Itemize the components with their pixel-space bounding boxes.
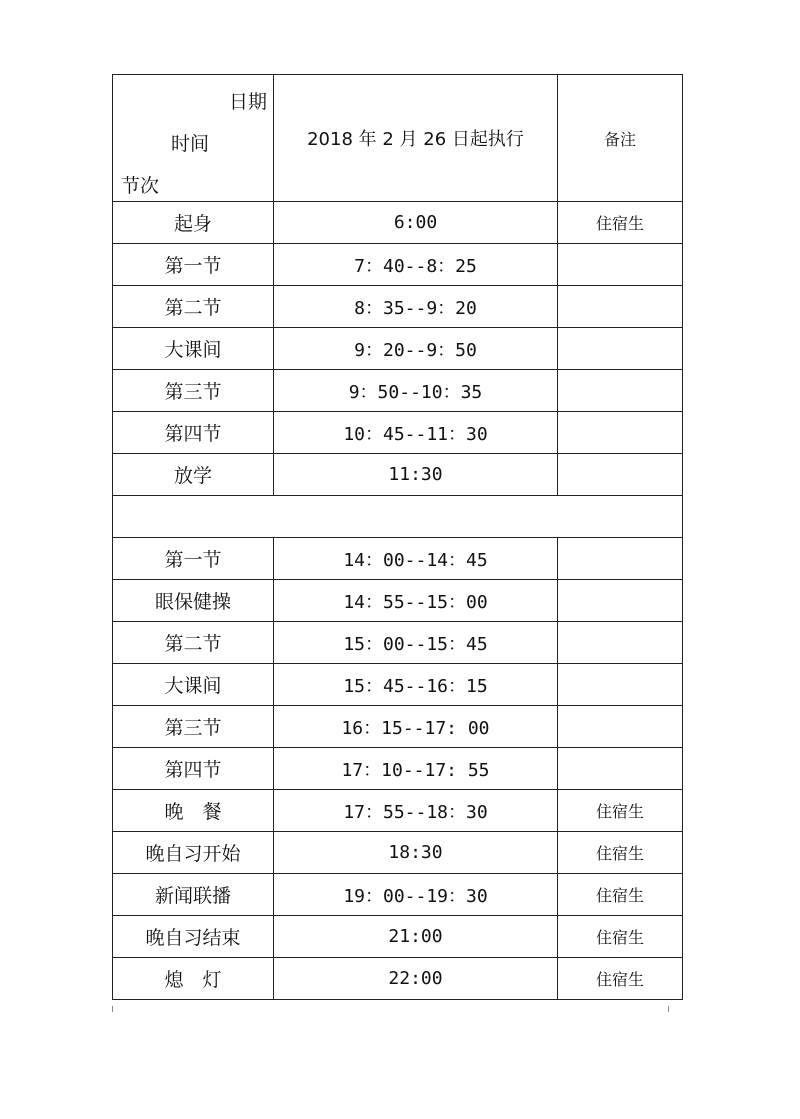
morning-section (113, 202, 683, 496)
note-cell (558, 580, 683, 622)
lunch-break-row (113, 496, 683, 538)
note-cell (558, 454, 683, 496)
time-cell: 8：35--9：20 (274, 286, 558, 328)
corner-header-cell (113, 75, 274, 202)
note-cell (558, 412, 683, 454)
note-cell: 住宿生 (558, 202, 683, 244)
schedule-row (113, 748, 683, 790)
period-cell: 晚 餐 (113, 790, 274, 832)
time-cell: 15：00--15：45 (274, 622, 558, 664)
time-cell: 22:00 (274, 958, 558, 1000)
period-cell: 第四节 (113, 412, 274, 454)
time-cell: 21:00 (274, 916, 558, 958)
period-cell: 放学 (113, 454, 274, 496)
schedule-row (113, 664, 683, 706)
time-cell: 14：55--15：00 (274, 580, 558, 622)
note-cell: 住宿生 (558, 916, 683, 958)
time-cell: 16：15--17: 00 (274, 706, 558, 748)
schedule-row (113, 286, 683, 328)
schedule-row (113, 370, 683, 412)
note-cell (558, 286, 683, 328)
effective-date-header: 2018 年 2 月 26 日起执行 (274, 75, 558, 202)
schedule-row (113, 916, 683, 958)
schedule-row (113, 706, 683, 748)
period-cell: 第四节 (113, 748, 274, 790)
time-cell: 10：45--11：30 (274, 412, 558, 454)
time-cell: 17：10--17: 55 (274, 748, 558, 790)
period-cell: 晚自习结束 (113, 916, 274, 958)
note-cell (558, 328, 683, 370)
header-date-label: 日期 (228, 91, 267, 113)
time-cell: 14：00--14：45 (274, 538, 558, 580)
schedule-row (113, 832, 683, 874)
time-cell: 7：40--8：25 (274, 244, 558, 286)
time-cell: 19：00--19：30 (274, 874, 558, 916)
note-cell: 住宿生 (558, 790, 683, 832)
period-cell: 大课间 (113, 664, 274, 706)
period-cell: 第三节 (113, 706, 274, 748)
schedule-row (113, 328, 683, 370)
time-cell: 18:30 (274, 832, 558, 874)
note-cell (558, 664, 683, 706)
corner-mark-right (668, 1006, 669, 1012)
period-cell: 第三节 (113, 370, 274, 412)
period-cell: 第二节 (113, 622, 274, 664)
diagonal-header (113, 75, 273, 201)
note-cell (558, 370, 683, 412)
period-cell: 第一节 (113, 244, 274, 286)
period-cell: 大课间 (113, 328, 274, 370)
note-cell (558, 538, 683, 580)
schedule-row (113, 874, 683, 916)
note-cell (558, 244, 683, 286)
schedule-row (113, 538, 683, 580)
period-cell: 新闻联播 (113, 874, 274, 916)
schedule-row (113, 622, 683, 664)
period-cell: 眼保健操 (113, 580, 274, 622)
time-cell: 11:30 (274, 454, 558, 496)
note-cell: 住宿生 (558, 832, 683, 874)
time-cell: 15：45--16：15 (274, 664, 558, 706)
schedule-row (113, 412, 683, 454)
note-cell (558, 748, 683, 790)
corner-mark-left (112, 1006, 113, 1012)
period-cell: 第二节 (113, 286, 274, 328)
period-cell: 起身 (113, 202, 274, 244)
period-cell: 熄 灯 (113, 958, 274, 1000)
time-cell: 6:00 (274, 202, 558, 244)
schedule-row (113, 454, 683, 496)
time-cell: 9：20--9：50 (274, 328, 558, 370)
note-cell: 住宿生 (558, 958, 683, 1000)
schedule-row (113, 790, 683, 832)
header-time-label: 时间 (171, 133, 210, 155)
schedule-row (113, 202, 683, 244)
schedule-row (113, 580, 683, 622)
header-period-label: 节次 (121, 175, 160, 197)
period-cell: 第一节 (113, 538, 274, 580)
period-cell: 晚自习开始 (113, 832, 274, 874)
note-cell (558, 622, 683, 664)
schedule-row (113, 244, 683, 286)
afternoon-section (113, 538, 683, 1000)
time-cell: 17：55--18：30 (274, 790, 558, 832)
remarks-header: 备注 (558, 75, 683, 202)
time-cell: 9：50--10：35 (274, 370, 558, 412)
note-cell: 住宿生 (558, 874, 683, 916)
header-row (113, 75, 683, 202)
schedule-table (112, 74, 683, 1000)
lunch-break-cell (113, 496, 683, 538)
schedule-row (113, 958, 683, 1000)
note-cell (558, 706, 683, 748)
